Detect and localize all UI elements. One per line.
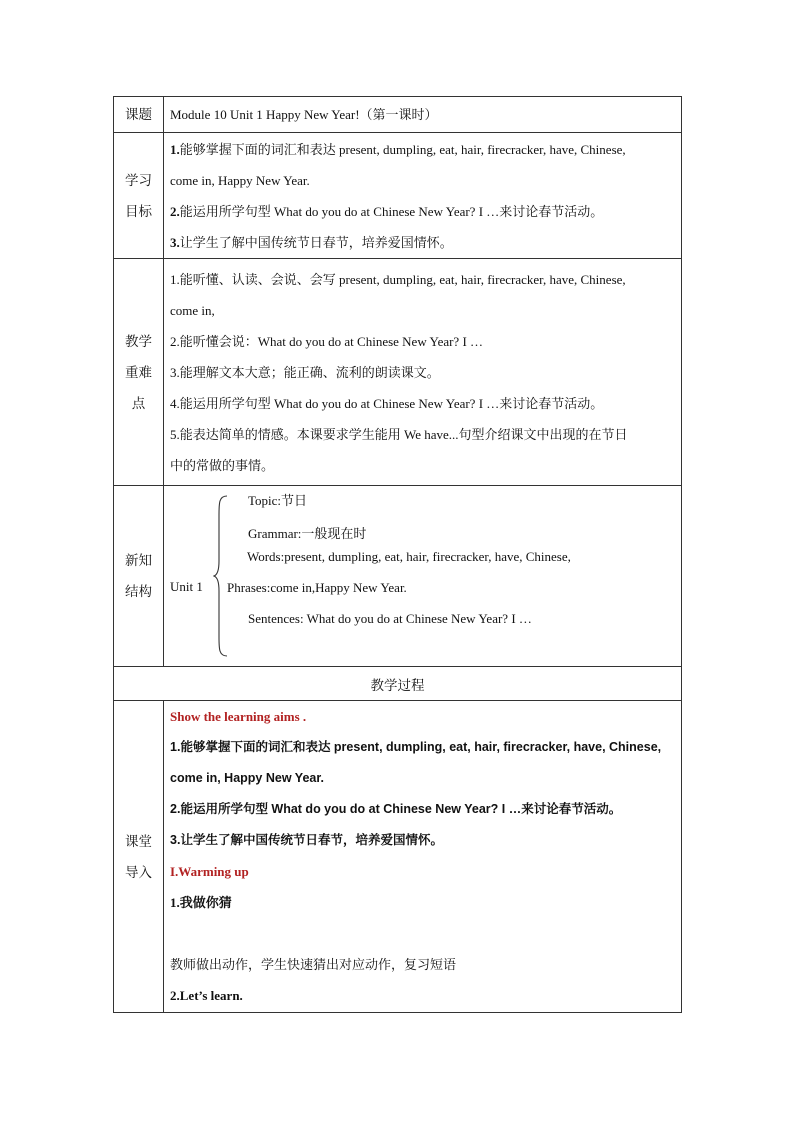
objectives-content [164, 133, 682, 259]
key-points-label-1: 教学 [125, 333, 152, 349]
structure-words: Words:present, dumpling, eat, hair, firecracker, have, Chinese, [247, 549, 571, 564]
objective-line-1-cont: come in, Happy New Year. [170, 172, 310, 188]
key-point-line-1: 1.能听懂、认读、会说、会写 present, dumpling, eat, hair, firecracker, have, Chinese, [170, 271, 626, 287]
structure-diagram [170, 487, 677, 665]
key-point-line-3: 3.能理解文本大意；能正确、流利的朗读课文。 [170, 364, 440, 380]
lesson-title-row [114, 97, 682, 133]
process-header: 教学过程 [114, 667, 682, 701]
intro-label-1: 课堂 [125, 833, 152, 849]
blank-line [170, 918, 677, 949]
learn-title: 2.Let’s learn. [170, 988, 243, 1003]
key-points-label-3: 点 [131, 395, 146, 411]
warming-up-heading: I.Warming up [170, 864, 249, 879]
structure-phrases: Phrases:come in,Happy New Year. [227, 580, 407, 595]
aim-line-2: 2.能运用所学句型 What do you do at Chinese New Year? I …来讨论春节活动。 [170, 802, 622, 816]
key-point-line-2: 2.能听懂会说：What do you do at Chinese New Year? I … [170, 333, 484, 349]
structure-topic: Topic:节日 [248, 493, 308, 508]
key-points-content [164, 259, 682, 486]
brace-icon [213, 495, 229, 657]
structure-sentences: Sentences: What do you do at Chinese New Year? I … [248, 611, 532, 626]
objective-line-3: 3.让学生了解中国传统节日春节，培养爱国情怀。 [170, 234, 453, 250]
key-point-line-1-cont: come in, [170, 302, 215, 318]
key-point-line-5-cont: 中的常做的事情。 [170, 457, 275, 473]
structure-grammar: Grammar:一般现在时 [248, 526, 367, 541]
process-header-row [114, 667, 682, 701]
aim-line-1: 1.能够掌握下面的词汇和表达 present, dumpling, eat, hair, firecracker, have, Chinese, [170, 740, 662, 754]
aim-line-3: 3.让学生了解中国传统节日春节，培养爱国情怀。 [170, 833, 443, 847]
key-points-label-2: 重难 [125, 364, 152, 380]
objective-line-2: 2.能运用所学句型 What do you do at Chinese New Year? I …来讨论春节活动。 [170, 203, 604, 219]
objectives-label-1: 学习 [125, 172, 152, 188]
intro-label-2: 导入 [125, 864, 152, 880]
intro-content [164, 701, 682, 1013]
lesson-label: 课题 [114, 97, 164, 133]
structure-unit-label: Unit 1 [170, 579, 203, 594]
structure-label-1: 新知 [125, 553, 152, 568]
structure-row [114, 486, 682, 667]
objectives-label-2: 目标 [125, 203, 152, 219]
lesson-title: Module 10 Unit 1 Happy New Year!（第一课时） [170, 107, 438, 122]
key-points-row [114, 259, 682, 486]
game-description: 教师做出动作，学生快速猜出对应动作，复习短语 [170, 957, 457, 972]
lesson-plan-table [113, 96, 682, 1013]
game-title: 1.我做你猜 [170, 895, 232, 910]
objectives-row [114, 133, 682, 259]
structure-label-2: 结构 [125, 584, 152, 599]
intro-row [114, 701, 682, 1013]
aims-heading: Show the learning aims . [170, 709, 307, 724]
aim-line-1-cont: come in, Happy New Year. [170, 771, 325, 785]
key-point-line-5: 5.能表达简单的情感。本课要求学生能用 We have...句型介绍课文中出现的在节日 [170, 426, 628, 442]
objective-line-1: 1.能够掌握下面的词汇和表达 present, dumpling, eat, hair, firecracker, have, Chinese, [170, 141, 626, 157]
key-point-line-4: 4.能运用所学句型 What do you do at Chinese New Year? I …来讨论春节活动。 [170, 395, 604, 411]
